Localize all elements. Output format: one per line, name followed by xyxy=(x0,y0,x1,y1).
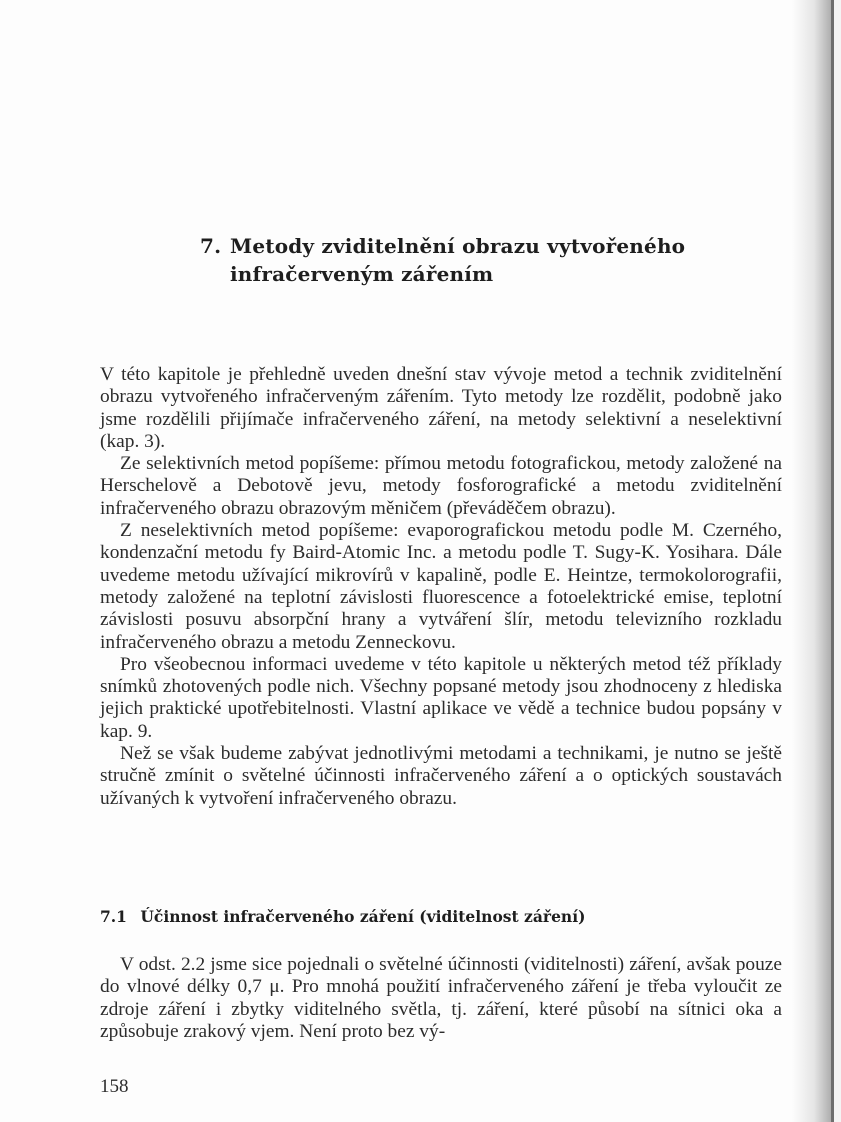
paragraph: Pro všeobecnou informaci uvedeme v této kapitole u některých metod též příklady snímků zhotovených podle nich. Všechny popsané metody jsou zhodnoceny z hlediska jejich praktické upotřebitelnosti. Vlastní aplikace ve vědě a technice budou popsány v kap. 9. xyxy=(100,653,782,742)
chapter-number: 7. xyxy=(200,234,222,258)
section-number: 7.1 xyxy=(100,907,127,926)
chapter-title-line1: Metody zviditelnění obrazu vytvořeného xyxy=(230,234,686,258)
page-number: 158 xyxy=(100,1076,129,1097)
binding-shadow xyxy=(792,0,832,1122)
section-body xyxy=(100,954,782,1043)
paragraph: V této kapitole je přehledně uveden dnešní stav vývoje metod a technik zviditelnění obrazu vytvořeného infračerveným zářením. Tyto metody lze rozdělit, podobně jako jsme rozdělili přijímače infračerveného záření, na metody selektivní a neselektivní (kap. 3). xyxy=(100,364,782,452)
page-edge xyxy=(834,0,841,1122)
section-title: Účinnost infračerveného záření (viditelnost záření) xyxy=(140,907,586,926)
chapter-title xyxy=(200,232,760,288)
paragraph: Z neselektivních metod popíšeme: evaporografickou metodu podle M. Czerného, kondenzační metodu fy Baird-Atomic Inc. a metodu podle T. Sugy-K. Yosihara. Dále uvedeme metodu užívající mikrovírů v kapalině, podle E. Heintze, termokolorografii, metody založené na teplotní závislosti fluorescence a fotoelektrické emise, teplotní závislosti posuvu absorpční hrany a vytváření šlír, metodu televizního rozkladu infračerveného obrazu a metodu Zenneckovu. xyxy=(100,520,782,653)
paragraph: Ze selektivních metod popíšeme: přímou metodu fotografickou, metody založené na Herschelově a Debotově jevu, metody fosforografické a metodu zviditelnění infračerveného obrazu obrazovým měničem (převáděčem obrazu). xyxy=(100,453,782,519)
paragraph: V odst. 2.2 jsme sice pojednali o světelné účinnosti (viditelnosti) záření, avšak pouze do vlnové délky 0,7 μ. Pro mnohá použití infračerveného záření je třeba vyloučit ze zdroje záření i zbytky viditelného světla, tj. záření, které působí na sítnici oka a způsobuje zrakový vjem. Není proto bez vý- xyxy=(100,954,782,1042)
paragraph: Než se však budeme zabývat jednotlivými metodami a technikami, je nutno se ještě stručně zmínit o světelné účinnosti infračerveného záření a o optických soustavách užívaných k vytvoření infračerveného obrazu. xyxy=(100,743,782,809)
chapter-title-line2: infračerveným zářením xyxy=(230,262,494,286)
chapter-intro xyxy=(100,364,782,810)
section-heading xyxy=(100,906,782,928)
